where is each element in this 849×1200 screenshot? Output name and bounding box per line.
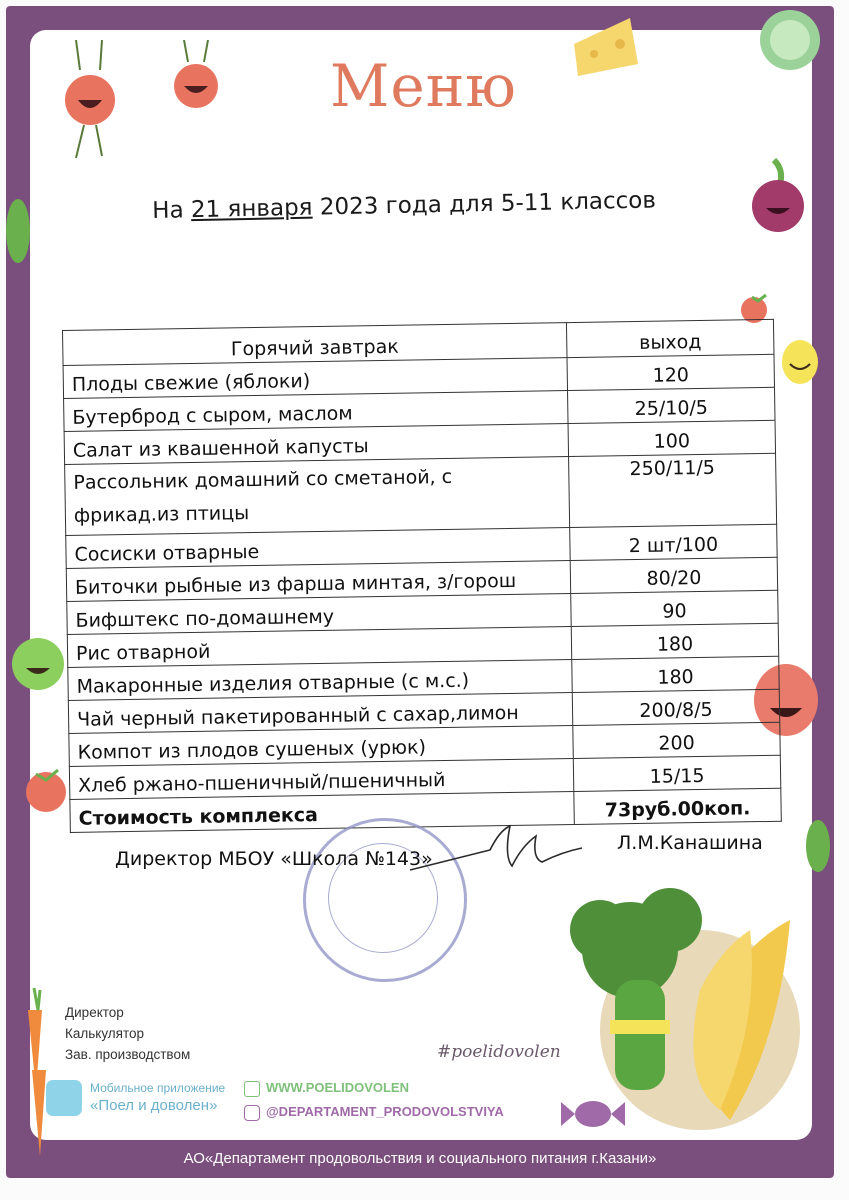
subtitle-prefix: На (152, 197, 192, 224)
total-price: 73руб.00коп. (574, 788, 781, 824)
dish-portion: 180 (572, 656, 779, 692)
dish-name: Бифштекс по-домашнему (67, 594, 571, 635)
beet-icon (744, 156, 810, 240)
mobile-app-icon[interactable] (46, 1080, 82, 1116)
menu-table-wrap (62, 319, 782, 833)
mobile-app-caption: Мобильное приложение (90, 1081, 226, 1095)
director-name: Л.М.Канашина (617, 832, 763, 854)
dish-portion: 25/10/5 (568, 387, 775, 423)
dish-portion: 2 шт/100 (570, 524, 777, 560)
mobile-app-label[interactable] (90, 1080, 225, 1114)
tomato-left-icon (62, 40, 122, 160)
dish-portion: 120 (567, 354, 774, 390)
column-header-value: выход (566, 319, 774, 357)
lemon-smile-icon (780, 338, 820, 386)
footer-organization: АО«Департамент продовольствия и социального питания г.Казани» (183, 1150, 657, 1167)
carrot-icon (8, 980, 68, 1160)
dish-name: Плоды свежие (яблоки) (63, 358, 567, 399)
web-icon (244, 1081, 260, 1097)
website-link[interactable] (244, 1080, 409, 1097)
footer-bar (6, 1140, 834, 1178)
total-label: Стоимость комплекса (70, 792, 574, 833)
dish-portion: 250/11/5 (569, 453, 777, 527)
table-row (65, 453, 777, 535)
dish-portion: 180 (571, 623, 778, 659)
dish-portion: 200/8/5 (572, 689, 779, 725)
dish-name: Рис отварной (67, 627, 571, 668)
cucumber-icon (742, 8, 834, 78)
menu-date: 21 января (190, 194, 313, 224)
staff-list (65, 1002, 190, 1065)
instagram-text: @DEPARTAMENT_PRODOVOLSTVIYA (266, 1104, 504, 1119)
hashtag: #poelidovolen (437, 1042, 561, 1062)
dish-name: Хлеб ржано-пшеничный/пшеничный (69, 759, 573, 800)
website-text: WWW.POELIDOVOLEN (266, 1080, 409, 1095)
leaf-left-icon (6, 196, 32, 266)
dish-name: Макаронные изделия отварные (с м.с.) (68, 660, 572, 701)
page-title: Меню (330, 52, 517, 120)
dish-portion: 80/20 (570, 557, 777, 593)
dish-name: Компот из плодов сушеных (урюк) (69, 726, 573, 767)
dish-portion: 90 (571, 590, 778, 626)
dish-name: Салат из квашенной капусты (64, 424, 568, 465)
tomato-right-icon (168, 40, 228, 120)
leaf-right-icon (800, 816, 830, 876)
tomato-bottom-left-icon (22, 760, 72, 816)
dish-portion: 15/15 (573, 755, 780, 791)
instagram-link[interactable] (244, 1104, 504, 1121)
instagram-icon (244, 1105, 260, 1121)
director-label: Директор МБОУ «Школа №143» (115, 848, 433, 870)
cheese-icon (570, 14, 642, 80)
dish-name: Рассольник домашний со сметаной, с фрикад.из птицы (65, 457, 570, 536)
dish-name: Сосиски отварные (66, 528, 570, 569)
column-header-name: Горячий завтрак (63, 323, 567, 366)
candy-icon (558, 1092, 628, 1136)
dish-portion: 200 (573, 722, 780, 758)
menu-table (62, 319, 782, 833)
staff-calculator: Калькулятор (65, 1026, 145, 1041)
staff-director: Директор (65, 1005, 124, 1020)
dish-name: Бутерброд с сыром, маслом (64, 391, 568, 432)
dish-name: Чай черный пакетированный с сахар,лимон (68, 693, 572, 734)
mobile-app-name: «Поел и доволен» (90, 1097, 218, 1114)
dish-portion: 100 (568, 420, 775, 456)
dish-name: Биточки рыбные из фарша минтая, з/горош (66, 561, 570, 602)
subtitle-suffix: 2023 года для 5-11 классов (312, 187, 657, 221)
apple-icon (6, 626, 66, 696)
staff-production-head: Зав. производством (65, 1047, 191, 1062)
